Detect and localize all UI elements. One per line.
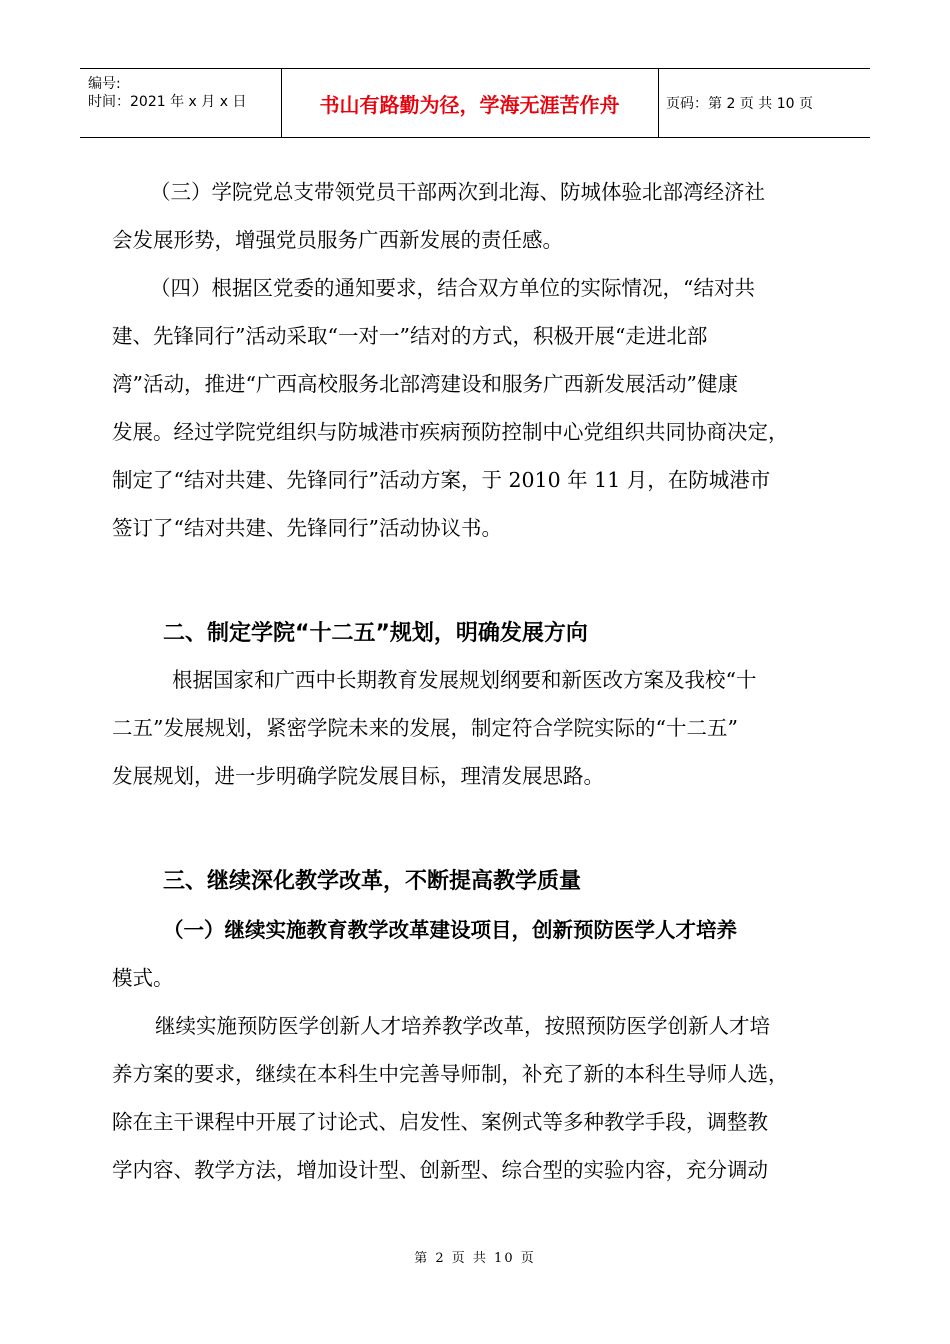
paragraph-line: 学内容、教学方法，增加设计型、创新型、综合型的实验内容，充分调动 — [112, 1158, 768, 1182]
paragraph-line: （三）学院党总支带领党员干部两次到北海、防城体验北部湾经济社 — [150, 180, 765, 204]
document-date-label: 时间：2021 年 x 月 x 日 — [88, 94, 247, 110]
paragraph-line: 发展。经过学院党组织与防城港市疾病预防控制中心党组织共同协商决定， — [112, 420, 789, 444]
paragraph-line: 根据国家和广西中长期教育发展规划纲要和新医改方案及我校“十 — [172, 668, 757, 692]
document-header — [80, 68, 870, 138]
paragraph-line: 除在主干课程中开展了讨论式、启发性、案例式等多种教学手段，调整教 — [112, 1110, 768, 1134]
paragraph-line: 二五”发展规划，紧密学院未来的发展，制定符合学院实际的“十二五” — [112, 716, 738, 740]
paragraph-line: 湾”活动，推进“广西高校服务北部湾建设和服务广西新发展活动”健康 — [112, 372, 738, 396]
document-number-label: 编号: — [88, 76, 121, 92]
paragraph-line: 建、先锋同行”活动采取“一对一”结对的方式，积极开展“走进北部 — [112, 324, 708, 348]
paragraph-line: 发展规划，进一步明确学院发展目标，理清发展思路。 — [112, 764, 604, 788]
header-page-info: 页码：第 2 页 共 10 页 — [666, 96, 813, 112]
page-footer: 第 2 页 共 10 页 — [414, 1251, 536, 1266]
section-heading: 三、继续深化教学改革，不断提高教学质量 — [163, 869, 582, 894]
paragraph-line: 签订了“结对共建、先锋同行”活动协议书。 — [112, 516, 502, 540]
subsection-line — [163, 916, 737, 944]
paragraph-line: 会发展形势，增强党员服务广西新发展的责任感。 — [112, 228, 563, 252]
header-motto: 书山有路勤为径，学海无涯苦作舟 — [281, 69, 659, 137]
paragraph-line: 养方案的要求，继续在本科生中完善导师制，补充了新的本科生导师人选， — [112, 1062, 789, 1086]
paragraph-line: （四）根据区党委的通知要求，结合双方单位的实际情况，“结对共 — [150, 276, 755, 300]
subsection-title: （一）继续实施教育教学改革建设项目，创新预防医学人才培养 — [163, 918, 737, 942]
header-meta-cell — [80, 69, 282, 137]
paragraph-line: 模式。 — [112, 966, 174, 990]
paragraph-line: 制定了“结对共建、先锋同行”活动方案，于 2010 年 11 月，在防城港市 — [112, 468, 771, 492]
section-heading: 二、制定学院“十二五”规划，明确发展方向 — [163, 621, 588, 646]
paragraph-line: 继续实施预防医学创新人才培养教学改革，按照预防医学创新人才培 — [155, 1014, 770, 1038]
